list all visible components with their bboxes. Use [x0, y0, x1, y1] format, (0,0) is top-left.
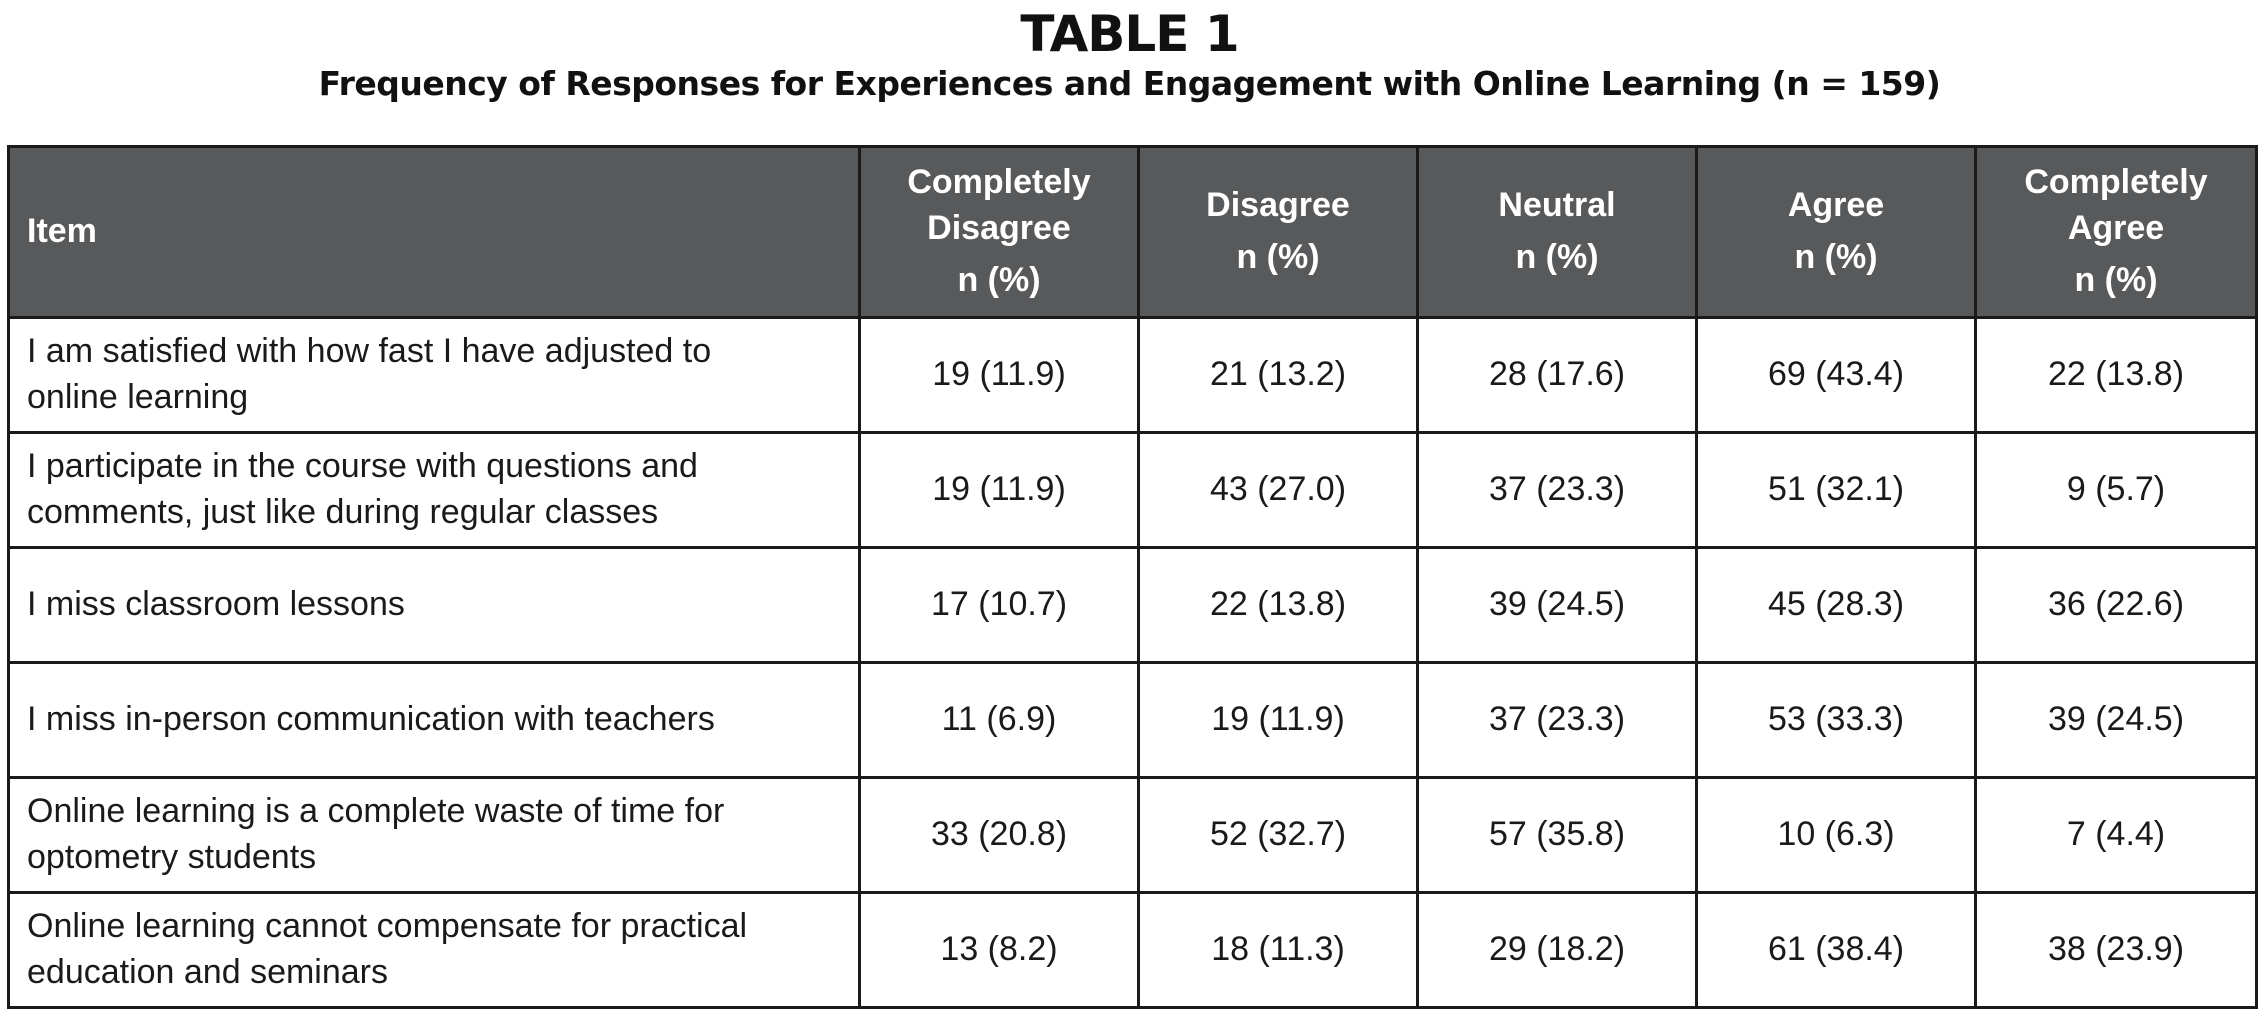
- value-cell: 28 (17.6): [1418, 318, 1697, 433]
- column-header-line: Disagree: [927, 209, 1071, 248]
- item-cell: [9, 778, 860, 893]
- value-cell: 29 (18.2): [1418, 893, 1697, 1008]
- value-cell: 43 (27.0): [1139, 433, 1418, 548]
- column-header-line: Completely: [907, 163, 1091, 202]
- value-cell: 19 (11.9): [860, 433, 1139, 548]
- column-header-line: Completely: [2024, 163, 2208, 202]
- value-cell: 21 (13.2): [1139, 318, 1418, 433]
- column-header-completely-agree: [1976, 147, 2257, 318]
- item-text-line: I am satisfied with how fast I have adjusted to: [27, 332, 712, 371]
- column-header-line: Agree: [2067, 209, 2165, 248]
- column-header-unit: n (%): [1236, 238, 1320, 276]
- value-cell: 19 (11.9): [860, 318, 1139, 433]
- value-cell: 45 (28.3): [1697, 548, 1976, 663]
- column-header-line: Neutral: [1498, 186, 1616, 225]
- item-text-line: comments, just like during regular classes: [27, 493, 659, 531]
- item-text-line: education and seminars: [27, 953, 389, 991]
- item-cell: [9, 548, 860, 663]
- column-header-completely-disagree: [860, 147, 1139, 318]
- column-header-unit: n (%): [957, 260, 1041, 299]
- value-cell: 7 (4.4): [1976, 778, 2257, 893]
- table-row: [9, 318, 2257, 433]
- table-subtitle: Frequency of Responses for Experiences and Engagement with Online Learning (n = 159): [318, 64, 1941, 103]
- table-row: [9, 778, 2257, 893]
- value-cell: 18 (11.3): [1139, 893, 1418, 1008]
- value-cell: 38 (23.9): [1976, 893, 2257, 1008]
- value-cell: 10 (6.3): [1697, 778, 1976, 893]
- item-text-line: I miss classroom lessons: [27, 585, 405, 624]
- item-text-line: I miss in-person communication with teachers: [27, 700, 715, 739]
- value-cell: 39 (24.5): [1418, 548, 1697, 663]
- table-row: [9, 548, 2257, 663]
- value-cell: 11 (6.9): [860, 663, 1139, 778]
- value-cell: 22 (13.8): [1976, 318, 2257, 433]
- table-row: [9, 893, 2257, 1008]
- value-cell: 52 (32.7): [1139, 778, 1418, 893]
- column-header-disagree: [1139, 147, 1418, 318]
- value-cell: 9 (5.7): [1976, 433, 2257, 548]
- item-text-line: I participate in the course with questions and: [27, 447, 698, 486]
- value-cell: 19 (11.9): [1139, 663, 1418, 778]
- value-cell: 37 (23.3): [1418, 663, 1697, 778]
- column-header-neutral: [1418, 147, 1697, 318]
- item-cell: [9, 433, 860, 548]
- column-header-unit: n (%): [1794, 238, 1878, 276]
- value-cell: 13 (8.2): [860, 893, 1139, 1008]
- item-text-line: Online learning cannot compensate for practical: [27, 907, 748, 946]
- header-row: [9, 147, 2257, 318]
- column-header-line: Agree: [1787, 186, 1885, 225]
- column-header-unit: n (%): [1515, 238, 1599, 276]
- value-cell: 51 (32.1): [1697, 433, 1976, 548]
- column-header-unit: n (%): [2074, 260, 2158, 299]
- value-cell: 39 (24.5): [1976, 663, 2257, 778]
- column-header-item: Item: [9, 147, 860, 318]
- value-cell: 53 (33.3): [1697, 663, 1976, 778]
- table-row: [9, 433, 2257, 548]
- table-row: [9, 663, 2257, 778]
- column-header-agree: [1697, 147, 1976, 318]
- value-cell: 17 (10.7): [860, 548, 1139, 663]
- item-text-line: optometry students: [27, 838, 317, 876]
- item-cell: [9, 663, 860, 778]
- value-cell: 57 (35.8): [1418, 778, 1697, 893]
- value-cell: 61 (38.4): [1697, 893, 1976, 1008]
- column-header-line: Disagree: [1206, 186, 1350, 225]
- item-text-line: online learning: [27, 378, 249, 416]
- item-cell: [9, 318, 860, 433]
- data-table: [7, 145, 2258, 1009]
- value-cell: 69 (43.4): [1697, 318, 1976, 433]
- item-cell: [9, 893, 860, 1008]
- table-title: TABLE 1: [1020, 5, 1239, 63]
- value-cell: 37 (23.3): [1418, 433, 1697, 548]
- item-text-line: Online learning is a complete waste of time for: [27, 792, 725, 831]
- value-cell: 33 (20.8): [860, 778, 1139, 893]
- value-cell: 22 (13.8): [1139, 548, 1418, 663]
- value-cell: 36 (22.6): [1976, 548, 2257, 663]
